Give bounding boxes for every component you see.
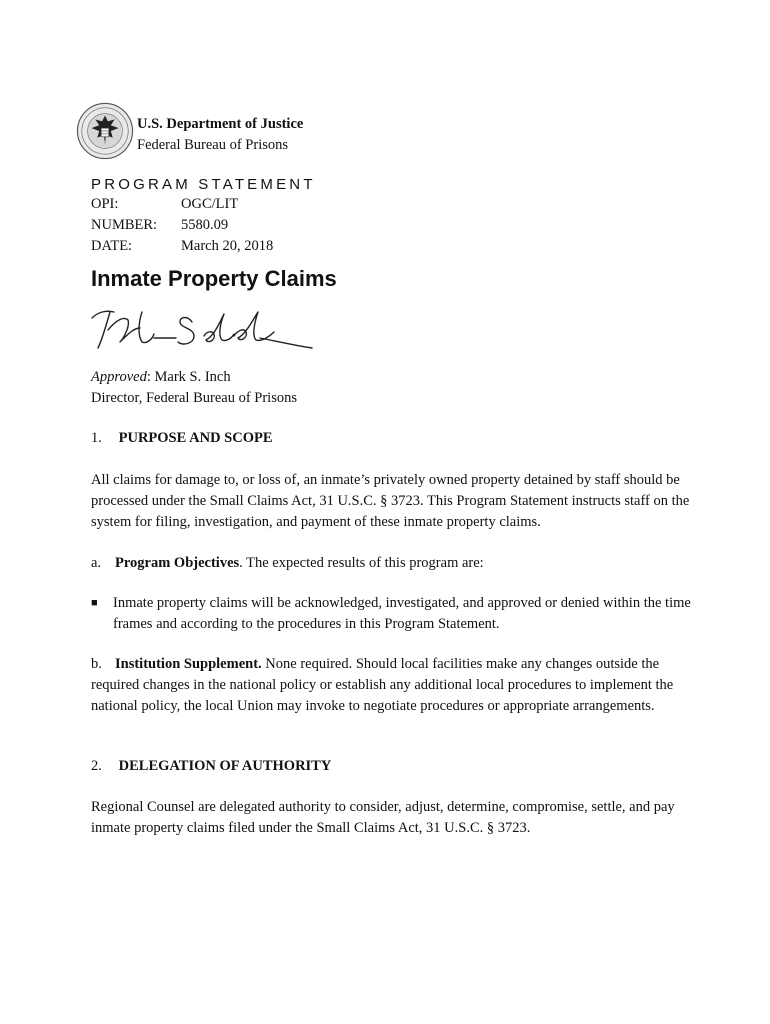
section-2-title: DELEGATION OF AUTHORITY	[118, 758, 332, 774]
program-statement-label: PROGRAM STATEMENT	[91, 176, 316, 193]
section-2-number: 2.	[91, 758, 102, 774]
section-1-heading	[91, 430, 273, 447]
section-1-title: PURPOSE AND SCOPE	[118, 430, 273, 446]
approval-block	[91, 367, 297, 409]
institution-supplement-heading: Institution Supplement.	[115, 656, 262, 672]
number-label: NUMBER:	[91, 217, 158, 233]
institution-supplement-paragraph	[91, 654, 691, 717]
institution-supplement-text: None required. Should local facilities make any changes outside the required changes in the national policy or establish any additional local procedures to implement the national policy, the local Union may invoke to negotiate procedures or appropriate arrangements.	[91, 656, 674, 714]
program-objectives-text: . The expected results of this program are:	[239, 555, 484, 571]
approved-label: Approved	[91, 369, 147, 385]
item-b-label: b.	[91, 656, 102, 672]
bureau-name: Federal Bureau of Prisons	[137, 137, 289, 153]
number-value: 5580.09	[181, 217, 229, 233]
bullet-square-icon: ■	[91, 597, 98, 609]
signature-image	[84, 298, 319, 360]
section-2-paragraph: Regional Counsel are delegated authority to consider, adjust, determine, compromise, settle, and pay inmate property claims filed under the Small Claims Act, 31 U.S.C. § 3723.	[91, 799, 675, 836]
item-a-label: a.	[91, 555, 102, 571]
objective-bullet-text: Inmate property claims will be acknowledged, investigated, and approved or denied within the time frames and according to the procedures in this Program Statement.	[113, 595, 691, 632]
agency-header	[137, 114, 303, 156]
section-1-paragraph: All claims for damage to, or loss of, an inmate’s privately owned property detained by staff should be processed under the Small Claims Act, 31 U.S.C. § 3723. This Program Statement instructs staff on the system for filing, investigation, and payment of these inmate property claims.	[91, 472, 690, 530]
section-1-number: 1.	[91, 430, 102, 446]
approver-position: Director, Federal Bureau of Prisons	[91, 390, 297, 406]
program-objectives-heading: Program Objectives	[115, 555, 240, 571]
doj-seal-icon	[76, 102, 134, 160]
approver-name: : Mark S. Inch	[146, 369, 231, 385]
program-objectives-paragraph	[91, 553, 691, 574]
date-value: March 20, 2018	[181, 238, 274, 254]
department-name: U.S. Department of Justice	[137, 116, 304, 132]
section-2-heading	[91, 758, 331, 775]
date-label: DATE:	[91, 238, 133, 254]
document-metadata	[91, 194, 273, 257]
document-title: Inmate Property Claims	[91, 266, 337, 291]
opi-label: OPI:	[91, 196, 119, 212]
objective-bullet	[91, 593, 691, 635]
opi-value: OGC/LIT	[181, 196, 239, 212]
